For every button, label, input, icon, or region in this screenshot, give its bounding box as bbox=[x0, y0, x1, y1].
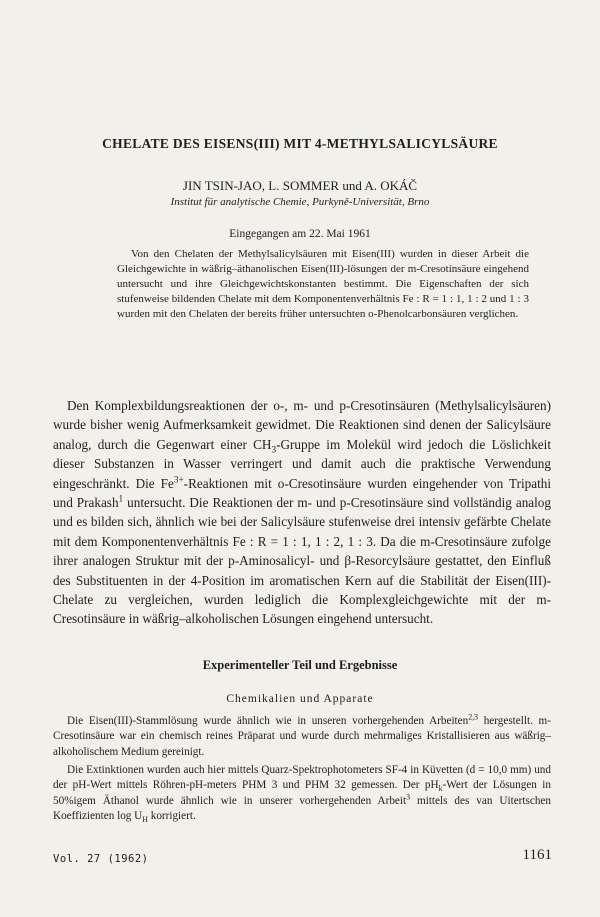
author-3: A. OKÁČ bbox=[364, 178, 418, 193]
subsection-heading: Chemikalien und Apparate bbox=[226, 693, 374, 705]
author-line: JIN TSIN-JAO, L. SOMMER und A. OKÁČ bbox=[182, 178, 418, 193]
introduction bbox=[53, 396, 551, 629]
article-title: CHELATE DES EISENS(III) MIT 4-METHYLSALICYLSÄURE bbox=[102, 136, 498, 151]
author-1: JIN TSIN-JAO bbox=[182, 178, 262, 193]
author-2: L. SOMMER bbox=[268, 178, 340, 193]
volume-info: Vol. 27 (1962) bbox=[53, 853, 149, 865]
section-paragraph-1: Die Eisen(III)-Stammlösung wurde ähnlich wie in unseren vorhergehenden Arbeiten$^{2,3}$ hergestellt. m-Cresotinsäure war ein chemisch reines Präparat und wurde durch mehrmaliges Kristallisieren aus wäßrig–alkoholischem Medium gereinigt. bbox=[53, 712, 551, 758]
intro-paragraph: Den Komplexbildungsreaktionen der o-, m- und p-Cresotinsäuren (Methylsalicylsäuren) wurde bisher wenig Aufmerksamkeit gewidmet. Die Reaktionen sind denen der Salicylsäure analog, durch die Gegenwart einer $CH_3$-Gruppe im Molekül wird jedoch die Löslichkeit dieser Substanzen in Wasser verringert und damit auch die praktische Verwendung eingeschränkt. Die $Fe^{3+}$-Reaktionen mit o-Cresotinsäure wurden eingehender von Tripathi und Prakash$^1$ untersucht. Die Reaktionen der m- und p-Cresotinsäure sind vollständig analog und es bilden sich, ähnlich wie bei der Salicylsäure stufenweise drei intensiv gefärbte Chelate mit dem Komponentenverhältnis Fe : R = 1 : 1, 1 : 2, 1 : 3. Da die m-Cresotinsäure zufolge ihrer analogen Struktur mit der p-Aminosalicyl- und β-Resorcylsäure gestattet, den Einfluß des Substituenten in der 4-Position im aromatischen Kern auf die Stabilität der Eisen(III)-Chelate zu vergleichen, wurden lediglich die Komplexgleichgewichte mit der m-Cresotinsäure in wäßrig–alkoholischen Lösungen eingehend untersucht. bbox=[53, 398, 551, 627]
section-paragraph-2: Die Extinktionen wurden auch hier mittels Quarz-Spektrophotometers SF-4 in Küvetten (d = 10,0 mm) und der pH-Wert mittels Röhren-pH-meters PHM 3 und PHM 32 gemessen. Der $pH_k$-Wert der Lösungen in 50%igem Äthanol wurde ähnlich wie in unserer vorhergehenden Arbeit$^3$ mittels des van Uitertschen Koeffizienten $\log U_H$ korrigiert. bbox=[53, 764, 551, 825]
abstract bbox=[117, 247, 529, 322]
section-heading: Experimenteller Teil und Ergebnisse bbox=[202, 658, 398, 672]
abstract-text: Von den Chelaten der Methylsalicylsäuren mit Eisen(III) wurden in dieser Arbeit die Gleichgewichte in wäßrig–äthanolischen Eisen(III)-lösungen der m-Cresotinsäure eingehend untersucht und ihre Gleichgewichtskonstanten bestimmt. Die Eigenschaften der sich stufenweise bildenden Chelate mit dem Komponentenverhältnis Fe : R = 1 : 1, 1 : 2 und 1 : 3 wurden mit den Chelaten der bereits früher untersuchten o-Phenolcarbonsäuren verglichen. bbox=[117, 248, 529, 320]
page-number: 1161 bbox=[522, 847, 552, 863]
received-date: Eingegangen am 22. Mai 1961 bbox=[229, 228, 371, 240]
institute: Institut für analytische Chemie, Purkyně-Universität, Brno bbox=[170, 196, 430, 208]
